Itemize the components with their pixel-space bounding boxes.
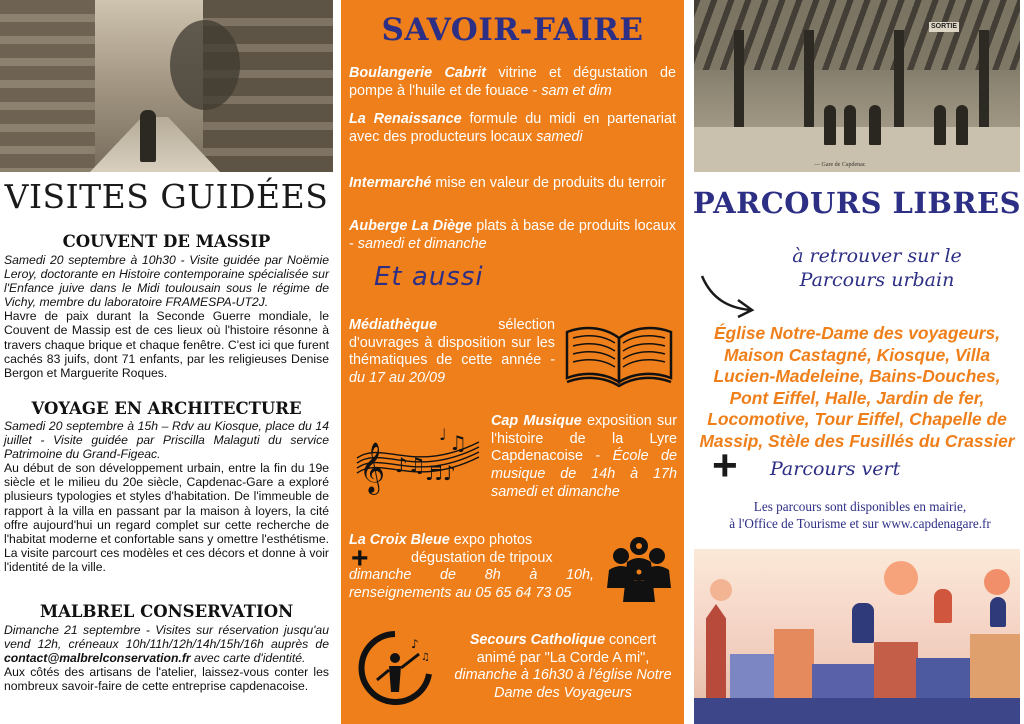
illustration-balloon: [884, 561, 918, 595]
availability-line-1: Les parcours sont disponibles en mairie,: [753, 499, 967, 514]
svg-text:♬♪: ♬♪: [425, 461, 456, 485]
choir-icon: [603, 532, 675, 604]
svg-text:𝄞: 𝄞: [359, 442, 386, 493]
architecture-heading: VOYAGE EN ARCHITECTURE: [31, 399, 302, 418]
couvent-heading: COUVENT DE MASSIP: [62, 232, 271, 251]
illustration-person: [934, 589, 952, 623]
photo-person: [824, 105, 836, 145]
entry-name: La Renaissance: [349, 111, 462, 127]
couvent-intro: Samedi 20 septembre à 10h30 - Visite guidée par Noëmie Leroy, doctorante en Histoire contemporaine spécialisée sur l'Enfance juive dans le Midi toulousain sous le régime de Vichy, membre du laboratoire FRAMESPA-UT2J.: [4, 253, 329, 310]
entry-auberge: [349, 218, 676, 253]
photo-person: [956, 105, 968, 145]
photo-person: [869, 105, 881, 145]
places-list: Église Notre-Dame des voyageurs, Maison Castagné, Kiosque, Villa Lucien-Madeleine, Bains-Douches, Pont Eiffel, Halle, Jardin de fer, Locomotive, Tour Eiffel, Chapelle de Massip, Stèle des Fusillés du Crassier: [699, 323, 1015, 451]
entry-mediatheque: [349, 317, 555, 388]
photo-person: [934, 105, 946, 145]
entry-text: plats à base de produits locaux -: [349, 218, 676, 252]
illustration-person: [852, 603, 874, 643]
conductor-icon: [355, 626, 437, 708]
availability-text: [710, 498, 1010, 532]
script-line-2: Parcours urbain: [799, 269, 955, 291]
entry-when: dimanche de 8h à 10h, renseignements au 05 65 64 73 05: [349, 567, 594, 602]
svg-text:♪: ♪: [411, 637, 419, 651]
entry-name: La Croix Bleue: [349, 532, 450, 548]
malbrel-intro: [4, 623, 329, 665]
malbrel-email-link[interactable]: contact@malbrelconservation.fr: [4, 651, 191, 666]
malbrel-heading: MALBREL CONSERVATION: [39, 602, 294, 621]
entry-when: dimanche à 16h30 à l'église Notre Dame des Voyageurs: [454, 667, 672, 702]
entry-when: du 17 au 20/09: [349, 370, 446, 387]
entry-text-2: dégustation de tripoux: [411, 549, 553, 566]
parcours-vert-script: Parcours vert: [770, 458, 901, 480]
svg-text:♩: ♩: [439, 425, 447, 444]
entry-when: École de musique de 14h à 17h samedi et dimanche: [491, 448, 677, 500]
photo-person: [140, 110, 156, 162]
photo-caption: — Gare de Capdenac: [814, 162, 866, 168]
entry-text: concert animé par "La Corde A mi",: [476, 632, 657, 666]
architecture-text: [4, 419, 329, 574]
entry-text: exposition sur l'histoire de la Lyre Capdenacoise -: [491, 413, 677, 465]
vintage-street-photo: [0, 0, 333, 172]
illustration-street: [694, 698, 1020, 724]
visites-guidees-title: VISITES GUIDÉES: [4, 177, 329, 216]
entry-when: samedi: [536, 128, 583, 145]
photo-tree: [170, 20, 240, 110]
parcours-urbain-script: [730, 244, 1024, 292]
entry-text: expo photos: [449, 532, 533, 548]
savoir-faire-title: SAVOIR-FAIRE: [381, 12, 644, 48]
entry-name: Intermarché: [349, 175, 432, 191]
entry-name: Médiathèque: [349, 317, 437, 333]
illustration-person: [990, 597, 1006, 627]
entry-name: Cap Musique: [491, 413, 582, 429]
script-line-1: à retrouver sur le: [792, 245, 962, 267]
photo-building-left: [0, 0, 95, 172]
architecture-intro: Samedi 20 septembre à 15h – Rdv au Kiosque, place du 14 juillet - Visite guidée par Priscilla Malaguti du service Patrimoine du Grand-Figeac.: [4, 419, 329, 462]
entry-intermarche: [349, 175, 676, 193]
entry-text: sélection d'ouvrages à disposition sur les thématiques de cette année -: [349, 317, 555, 369]
architecture-body: Au début de son développement urbain, entre la fin du 19e siècle et le milieu du 20e siècle, Capdenac-Gare a exploré plusieurs typologies et styles d'habitation. De l'immeuble de rapport à la villa en passant par la maison à loyers, la cité offre aujourd'hui un regard complet sur cette recherche de l'habitat moderne et confortable sans y omettre l'esthétisme. La visite parcourt ces modèles et ces décors et donne à voir l'identité de la ville.: [4, 461, 329, 574]
entry-text: formule du midi en partenariat avec des producteurs locaux: [349, 111, 676, 145]
book-icon: [563, 318, 675, 390]
couvent-text: [4, 253, 329, 380]
middle-panel: [341, 0, 684, 724]
svg-text:♫: ♫: [421, 652, 430, 663]
entry-renaissance: [349, 111, 676, 146]
et-aussi-heading: Et aussi: [374, 262, 484, 292]
entry-croix-bleue: [349, 532, 594, 603]
svg-text:♪♫: ♪♫: [395, 453, 426, 477]
plus-icon: +: [712, 441, 738, 490]
photo-sign: SORTIE: [930, 23, 958, 30]
entry-name: Secours Catholique: [469, 632, 605, 648]
plus-icon: +: [351, 542, 369, 575]
entry-secours-catholique: [449, 632, 677, 703]
entry-when: samedi et dimanche: [357, 235, 487, 252]
photo-person: [844, 105, 856, 145]
illustration-balloon: [984, 569, 1010, 595]
right-panel: [690, 0, 1024, 724]
entry-boulangerie: [349, 65, 676, 100]
entry-cap-musique: [491, 413, 677, 502]
malbrel-text: [4, 623, 329, 693]
illustration-balloon: [710, 579, 732, 601]
availability-line-2: à l'Office de Tourisme et sur www.capdenagare.fr: [729, 516, 991, 531]
music-notes-icon: [353, 420, 483, 495]
city-illustration: [694, 549, 1020, 724]
left-panel: [0, 0, 333, 724]
malbrel-intro-b: avec carte d'identité.: [190, 651, 306, 666]
entry-when: sam et dim: [541, 82, 612, 99]
malbrel-intro-a: Dimanche 21 septembre - Visites sur réservation jusqu'au vend 12h, créneaux 10h/11h/12h/14h/15h/16h auprès de: [4, 623, 329, 652]
entry-text: vitrine et dégustation de pompe à l'huile et de fouace -: [349, 65, 676, 99]
entry-text: mise en valeur de produits du terroir: [431, 175, 666, 191]
malbrel-body: Aux côtés des artisans de l'atelier, laissez-vous conter les nombreux savoir-faire de cette entreprise capdenacoise.: [4, 665, 329, 694]
vintage-station-photo: [694, 0, 1020, 172]
entry-name: Boulangerie Cabrit: [349, 65, 487, 81]
svg-text:♫: ♫: [449, 431, 467, 455]
couvent-body: Havre de paix durant la Seconde Guerre mondiale, le Couvent de Massip est de ces lieux où l'histoire résonne à travers chaque brique et chaque fenêtre. C'est ici que furent cachés 83 juifs, dont 71 enfants, par les religieuses Denise Bergon et Marguerite Roques.: [4, 309, 329, 380]
arrow-icon: [698, 270, 758, 318]
parcours-libres-title: PARCOURS LIBRES: [692, 186, 1022, 220]
entry-name: Auberge La Diège: [349, 218, 472, 234]
